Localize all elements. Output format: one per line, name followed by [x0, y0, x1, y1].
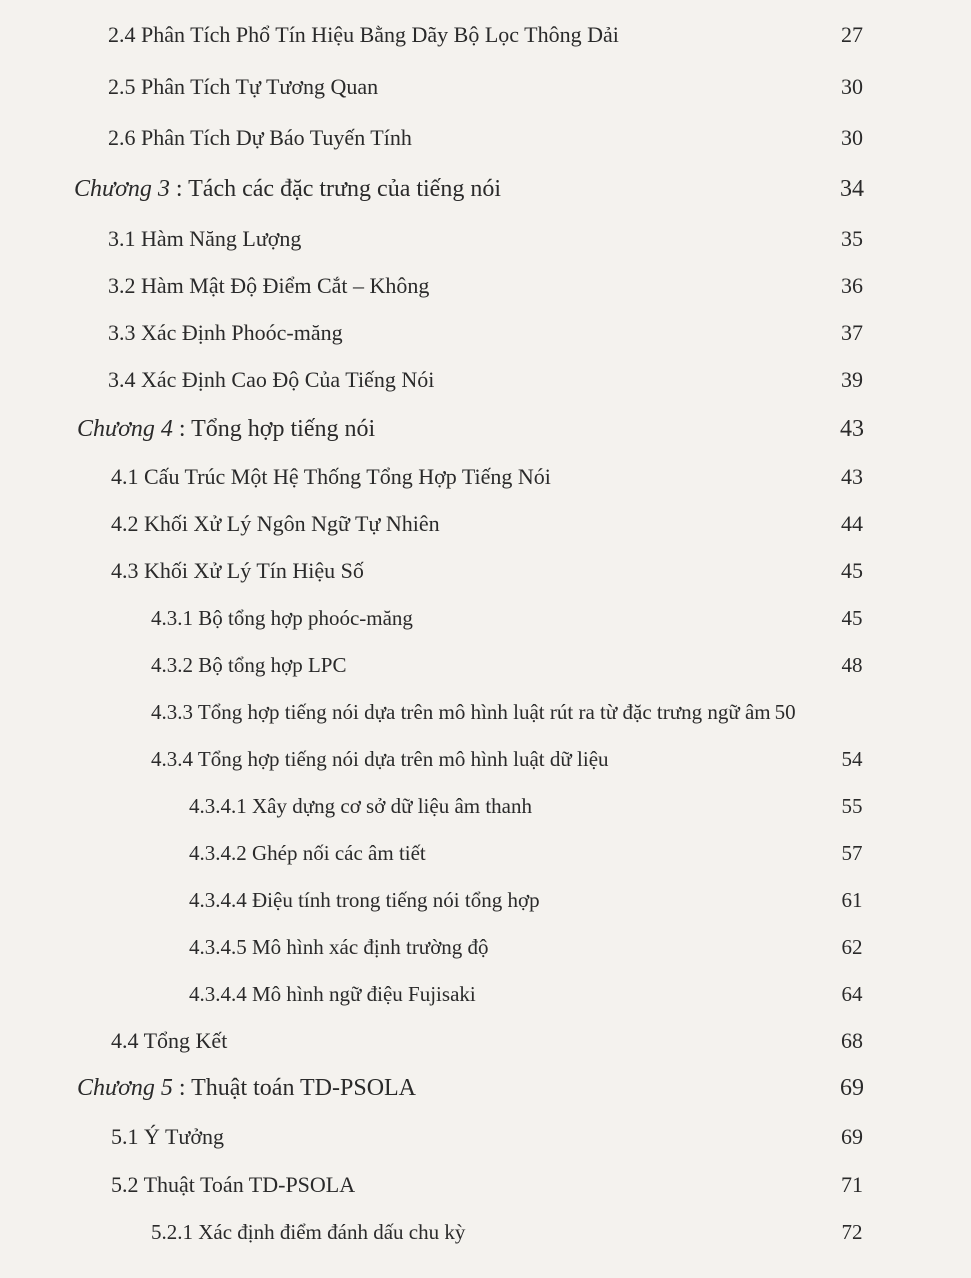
- toc-chapter-row: [74, 172, 930, 206]
- toc-page-number: 50: [774, 700, 796, 724]
- toc-entry-title: 3.2 Hàm Mật Độ Điểm Cắt – Không: [108, 273, 430, 298]
- toc-entry-title: 4.1 Cấu Trúc Một Hệ Thống Tổng Hợp Tiếng Nói: [111, 464, 551, 489]
- toc-page-number: 35: [841, 226, 863, 251]
- toc-page-number: 57: [841, 841, 863, 865]
- toc-page-number: 43: [840, 416, 864, 442]
- toc-page-number: 48: [841, 653, 863, 677]
- toc-entry-title: 4.3.4 Tổng hợp tiếng nói dựa trên mô hình luật dữ liệu: [151, 747, 609, 771]
- toc-entry-title: 4.3.4.4 Điệu tính trong tiếng nói tổng hợp: [189, 888, 540, 912]
- toc-entry-title: 4.4 Tổng Kết: [111, 1028, 228, 1053]
- toc-page-number: 43: [841, 464, 863, 489]
- toc-page-number: 69: [840, 1075, 864, 1101]
- toc-entry-title: 4.3.1 Bộ tổng hợp phoóc-măng: [151, 606, 413, 630]
- toc-page-number: 44: [841, 511, 863, 536]
- toc-entry-title: 3.1 Hàm Năng Lượng: [108, 226, 302, 251]
- toc-page-number: 64: [841, 982, 863, 1006]
- toc-entry-row: [108, 269, 930, 303]
- toc-entry-title: 4.3.4.1 Xây dựng cơ sở dữ liệu âm thanh: [189, 794, 533, 818]
- toc-chapter-row: [77, 1071, 930, 1105]
- toc-page-number: 37: [841, 320, 863, 345]
- toc-page-number: 68: [841, 1028, 863, 1053]
- toc-chapter-row: [77, 412, 930, 446]
- toc-page-number: 34: [840, 176, 864, 202]
- chapter-label: Chương 4: [77, 416, 173, 442]
- toc-entry-row: [108, 316, 930, 350]
- toc-entry-title: [74, 172, 501, 206]
- toc-entry-title: 4.3.4.2 Ghép nối các âm tiết: [189, 841, 426, 865]
- toc-entry-row: [111, 554, 930, 588]
- toc-page-number: 62: [841, 935, 863, 959]
- toc-entry-title: [77, 1071, 416, 1105]
- toc-entry-row: [189, 977, 930, 1011]
- chapter-title: : Thuật toán TD-PSOLA: [172, 1075, 417, 1101]
- toc-entry-row: [189, 789, 930, 823]
- toc-page-number: 30: [841, 74, 863, 99]
- toc-page-number: 69: [841, 1124, 863, 1149]
- toc-entry-title: 5.2 Thuật Toán TD-PSOLA: [111, 1172, 356, 1197]
- toc-entry-row: [108, 18, 930, 52]
- toc-page-number: 55: [841, 794, 863, 818]
- toc-page-number: 45: [841, 558, 863, 583]
- chapter-title: : Tách các đặc trưng của tiếng nói: [169, 176, 501, 202]
- toc-entry-row: [111, 507, 930, 541]
- toc-entry-title: 4.3.3 Tổng hợp tiếng nói dựa trên mô hình luật rút ra từ đặc trưng ngữ âm 50: [151, 700, 796, 724]
- toc-entry-title: [77, 412, 375, 446]
- toc-entry-title: 4.3 Khối Xử Lý Tín Hiệu Số: [111, 558, 364, 583]
- toc-entry-row: [111, 1120, 930, 1154]
- toc-entry-row: [111, 1024, 930, 1058]
- toc-page-number: 36: [841, 273, 863, 298]
- toc-entry-row: [189, 930, 930, 964]
- toc-entry-row: [111, 460, 930, 494]
- toc-entry-row: [189, 836, 930, 870]
- toc-entry-row: [108, 121, 930, 155]
- chapter-title: : Tổng hợp tiếng nói: [172, 416, 376, 442]
- toc-entry-row: [151, 1215, 930, 1249]
- toc-page-number: 54: [841, 747, 863, 771]
- toc-entry-row: [189, 883, 930, 917]
- toc-entry-row: [151, 695, 930, 729]
- toc-page-number: 27: [841, 22, 863, 47]
- toc-entry-title: 4.2 Khối Xử Lý Ngôn Ngữ Tự Nhiên: [111, 511, 440, 536]
- toc-entry-row: [108, 70, 930, 104]
- toc-entry-title: 2.6 Phân Tích Dự Báo Tuyến Tính: [108, 125, 412, 150]
- toc-entry-title: 4.3.4.5 Mô hình xác định trường độ: [189, 935, 489, 959]
- toc-page-number: 61: [841, 888, 863, 912]
- toc-entry-title: 3.3 Xác Định Phoóc-măng: [108, 320, 343, 345]
- toc-entry-row: [108, 222, 930, 256]
- chapter-label: Chương 5: [77, 1075, 173, 1101]
- toc-entry-row: [108, 363, 930, 397]
- toc-page-number: 71: [841, 1172, 863, 1197]
- toc-page-number: 72: [841, 1220, 863, 1244]
- toc-entry-row: [151, 742, 930, 776]
- toc-page-number: 39: [841, 367, 863, 392]
- toc-entry-title: 3.4 Xác Định Cao Độ Của Tiếng Nói: [108, 367, 435, 392]
- toc-entry-row: [111, 1168, 930, 1202]
- chapter-label: Chương 3: [74, 176, 170, 202]
- toc-page-number: 30: [841, 125, 863, 150]
- toc-entry-title: 2.4 Phân Tích Phổ Tín Hiệu Bằng Dãy Bộ Lọc Thông Dải: [108, 22, 619, 47]
- toc-entry-row: [151, 601, 930, 635]
- toc-entry-row: [151, 648, 930, 682]
- toc-page-number: 45: [841, 606, 863, 630]
- toc-entry-title: 4.3.4.4 Mô hình ngữ điệu Fujisaki: [189, 982, 476, 1006]
- toc-entry-title: 5.2.1 Xác định điểm đánh dấu chu kỳ: [151, 1220, 466, 1244]
- toc-entry-title: 5.1 Ý Tưởng: [111, 1124, 224, 1149]
- toc-entry-title: 4.3.2 Bộ tổng hợp LPC: [151, 653, 347, 677]
- toc-entry-title: 2.5 Phân Tích Tự Tương Quan: [108, 74, 379, 99]
